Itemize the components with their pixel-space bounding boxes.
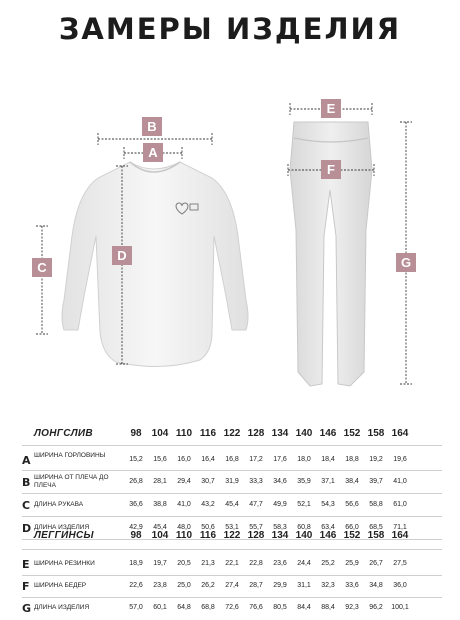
size-cell: 110 (175, 530, 193, 541)
table-cell: 26,7 (369, 560, 383, 567)
svg-text:G: G (400, 255, 412, 270)
table-cell: 16,4 (201, 456, 215, 463)
table-cell: 34,8 (369, 582, 383, 589)
table-cell: 26,8 (129, 478, 143, 485)
size-cell: 152 (343, 530, 361, 541)
table-cell: 29,4 (177, 478, 191, 485)
table-cell: 21,3 (201, 560, 215, 567)
table-cell: 22,8 (249, 560, 263, 567)
table-cell: 15,6 (153, 456, 167, 463)
table-cell: 30,7 (201, 478, 215, 485)
row-letter: E (22, 558, 30, 571)
row-label: ШИРИНА БЕДЕР (34, 582, 87, 589)
size-cell: 140 (295, 530, 313, 541)
table-cell: 15,2 (129, 456, 143, 463)
table-cell: 96,2 (369, 604, 383, 611)
table-cell: 60,8 (297, 524, 311, 531)
table-cell: 41,0 (177, 501, 191, 508)
size-cell: 140 (295, 428, 313, 439)
size-cell: 110 (175, 428, 193, 439)
table-cell: 19,7 (153, 560, 167, 567)
size-cell: 128 (247, 530, 265, 541)
table-cell: 45,4 (225, 501, 239, 508)
table-row (22, 472, 442, 492)
table-cell: 84,4 (297, 604, 311, 611)
table-cell: 38,4 (345, 478, 359, 485)
row-label: ШИРИНА ОТ ПЛЕЧА ДО ПЛЕЧА (34, 474, 109, 489)
table-row (22, 576, 442, 596)
page-title: ЗАМЕРЫ ИЗДЕЛИЯ (58, 12, 402, 46)
table-cell: 33,3 (249, 478, 263, 485)
badge-c (32, 258, 52, 277)
table-cell: 18,9 (129, 560, 143, 567)
badge-g (396, 253, 416, 272)
table-cell: 47,7 (249, 501, 263, 508)
size-cell: 152 (343, 428, 361, 439)
row-label: ДЛИНА РУКАВА (34, 501, 84, 508)
longsleeve-header-row (22, 424, 442, 444)
table-cell: 19,6 (393, 456, 407, 463)
leggings-header-row (22, 526, 442, 546)
divider (22, 470, 442, 471)
table-cell: 29,9 (273, 582, 287, 589)
row-letter: G (22, 602, 32, 615)
table-cell: 36,6 (129, 501, 143, 508)
row-label: ШИРИНА ГОРЛОВИНЫ (34, 452, 106, 459)
table-cell: 92,3 (345, 604, 359, 611)
svg-text:E: E (326, 101, 336, 116)
table-cell: 72,6 (225, 604, 239, 611)
table-cell: 80,5 (273, 604, 287, 611)
table-cell: 27,4 (225, 582, 239, 589)
row-letter: C (22, 499, 31, 512)
size-cell: 104 (151, 428, 169, 439)
table-cell: 26,2 (201, 582, 215, 589)
table-cell: 42,9 (129, 524, 143, 531)
table-cell: 39,7 (369, 478, 383, 485)
row-label: ДЛИНА ИЗДЕЛИЯ (34, 524, 90, 531)
table-cell: 20,5 (177, 560, 191, 567)
badge-f (321, 160, 341, 179)
row-label: ШИРИНА РЕЗИНКИ (34, 560, 95, 567)
size-cell: 122 (223, 428, 241, 439)
table-cell: 61,0 (393, 501, 407, 508)
table-cell: 68,8 (201, 604, 215, 611)
row-letter: A (22, 454, 31, 467)
table-cell: 48,0 (177, 524, 191, 531)
svg-text:A: A (148, 145, 158, 160)
table-cell: 88,4 (321, 604, 335, 611)
badge-b (142, 117, 162, 136)
table-cell: 18,4 (321, 456, 335, 463)
table-cell: 34,6 (273, 478, 287, 485)
table-cell: 43,2 (201, 501, 215, 508)
table-cell: 54,3 (321, 501, 335, 508)
table-cell: 63,4 (321, 524, 335, 531)
divider (22, 516, 442, 517)
size-cell: 164 (391, 530, 409, 541)
table-row (22, 554, 442, 574)
table-cell: 22,6 (129, 582, 143, 589)
svg-text:B: B (147, 119, 157, 134)
table-cell: 45,4 (153, 524, 167, 531)
table-cell: 68,5 (369, 524, 383, 531)
leggings-title: ЛЕГГИНСЫ (34, 530, 94, 541)
badge-a (143, 143, 163, 162)
table-cell: 52,1 (297, 501, 311, 508)
size-cell: 116 (199, 428, 217, 439)
garment-illustration (0, 86, 460, 406)
table-cell: 18,8 (345, 456, 359, 463)
row-label: ДЛИНА ИЗДЕЛИЯ (34, 604, 90, 611)
table-cell: 71,1 (393, 524, 407, 531)
table-cell: 23,6 (273, 560, 287, 567)
table-cell: 53,1 (225, 524, 239, 531)
table-cell: 50,6 (201, 524, 215, 531)
table-cell: 31,9 (225, 478, 239, 485)
table-cell: 25,9 (345, 560, 359, 567)
size-cell: 98 (130, 530, 142, 541)
table-cell: 66,0 (345, 524, 359, 531)
table-cell: 41,0 (393, 478, 407, 485)
table-cell: 19,2 (369, 456, 383, 463)
size-cell: 122 (223, 530, 241, 541)
badge-e (321, 99, 341, 118)
svg-text:F: F (327, 162, 335, 177)
size-cell: 134 (271, 530, 289, 541)
table-cell: 56,6 (345, 501, 359, 508)
table-cell: 22,1 (225, 560, 239, 567)
size-cell: 128 (247, 428, 265, 439)
table-cell: 18,0 (297, 456, 311, 463)
table-cell: 23,8 (153, 582, 167, 589)
table-cell: 16,8 (225, 456, 239, 463)
divider (22, 549, 442, 550)
row-letter: B (22, 476, 31, 489)
size-cell: 158 (367, 428, 385, 439)
divider (22, 445, 442, 446)
table-cell: 57,0 (129, 604, 143, 611)
table-cell: 76,6 (249, 604, 263, 611)
table-cell: 31,1 (297, 582, 311, 589)
table-cell: 35,9 (297, 478, 311, 485)
longsleeve-figure (62, 162, 248, 367)
size-cell: 146 (319, 428, 337, 439)
size-cell: 158 (367, 530, 385, 541)
table-cell: 25,0 (177, 582, 191, 589)
table-cell: 55,7 (249, 524, 263, 531)
badge-d (112, 246, 132, 265)
size-cell: 164 (391, 428, 409, 439)
table-cell: 49,9 (273, 501, 287, 508)
table-cell: 28,7 (249, 582, 263, 589)
table-cell: 17,2 (249, 456, 263, 463)
row-letter: D (22, 522, 32, 535)
table-cell: 58,8 (369, 501, 383, 508)
divider (22, 493, 442, 494)
longsleeve-title: ЛОНГСЛИВ (34, 428, 93, 439)
table-cell: 24,4 (297, 560, 311, 567)
size-cell: 134 (271, 428, 289, 439)
size-cell: 98 (130, 428, 142, 439)
table-row (22, 450, 442, 470)
table-cell: 100,1 (391, 604, 409, 611)
table-cell: 37,1 (321, 478, 335, 485)
table-row (22, 495, 442, 515)
table-cell: 28,1 (153, 478, 167, 485)
svg-text:D: D (117, 248, 127, 263)
table-cell: 64,8 (177, 604, 191, 611)
table-cell: 25,2 (321, 560, 335, 567)
size-cell: 104 (151, 530, 169, 541)
size-cell: 146 (319, 530, 337, 541)
row-letter: F (22, 580, 30, 593)
table-cell: 27,5 (393, 560, 407, 567)
table-cell: 36,0 (393, 582, 407, 589)
table-cell: 33,6 (345, 582, 359, 589)
table-cell: 58,3 (273, 524, 287, 531)
table-row (22, 598, 442, 618)
table-cell: 60,1 (153, 604, 167, 611)
table-cell: 17,6 (273, 456, 287, 463)
table-cell: 38,8 (153, 501, 167, 508)
table-cell: 16,0 (177, 456, 191, 463)
table-cell: 32,3 (321, 582, 335, 589)
size-cell: 116 (199, 530, 217, 541)
svg-text:C: C (37, 260, 47, 275)
